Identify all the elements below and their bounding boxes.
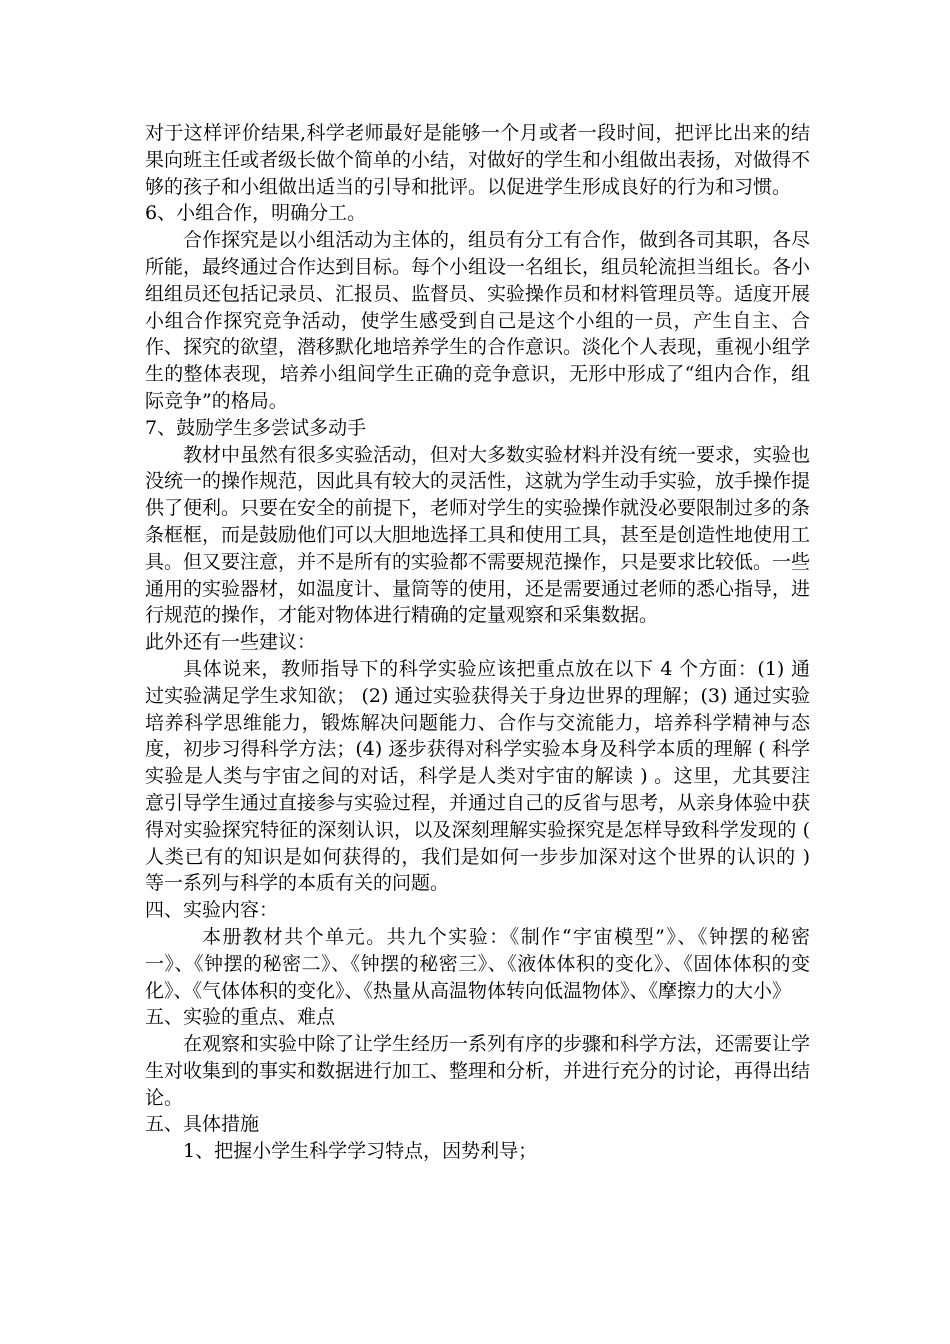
paragraph-suggestions: 具体说来，教师指导下的科学实验应该把重点放在以下 4 个方面：(1) 通过实验满足学生求知欲； (2) 通过实验获得关于身边世界的理解；(3) 通过实验培养科学思维能力，锻炼解决问题能力、合作与交流能力，培养科学精神与态度，初步习得科学方法；(4) 逐步获得对科学实验本身及科学本质的理解 ( 科学实验是人类与宇宙之间的对话，科学是人类对宇宙的解读 ) 。这里，尤其要注意引导学生通过直接参与实验过程，并通过自己的反省与思考，从亲身体验中获得对实验探究特征的深刻认识，以及深刻理解实验探究是怎样导致科学发现的 ( 人类已有的知识是如何获得的，我们是如何一步步加深对这个世界的认识的 ) 等一系列与科学的本质有关的问题。 [145, 657, 811, 895]
document-page [145, 120, 810, 1165]
paragraph-encourage-hands-on: 教材中虽然有很多实验活动，但对大多数实验材料并没有统一要求，实验也没统一的操作规范，因此具有较大的灵活性，这就为学生动手实验，放手操作提供了便利。只要在安全的前提下，老师对学生的实验操作就没必要限制过多的条条框框，而是鼓励他们可以大胆地选择工具和使用工具，甚至是创造性地使用工具。但又要注意，并不是所有的实验都不需要规范操作，只是要求比较低。一些通用的实验器材，如温度计、量筒等的使用，还是需要通过老师的悉心指导，进行规范的操作，才能对物体进行精确的定量观察和采集数据。 [145, 443, 811, 627]
heading-experiment-content: 四、实验内容： [145, 899, 279, 922]
paragraph-specific-measures: 1、把握小学生科学学习特点，因势利导； [183, 1140, 538, 1163]
heading-key-difficult-points: 五、实验的重点、难点 [145, 1006, 336, 1029]
heading-encourage-hands-on: 7、鼓励学生多尝试多动手 [145, 416, 367, 439]
heading-specific-measures: 五、具体措施 [145, 1113, 260, 1136]
paragraph-group-cooperation: 合作探究是以小组活动为主体的，组员有分工有合作，做到各司其职，各尽所能，最终通过合作达到目标。每个小组设一名组长，组员轮流担当组长。各小组组员还包括记录员、汇报员、监督员、实验操作员和材料管理员等。适度开展小组合作探究竞争活动，使学生感受到自己是这个小组的一员，产生自主、合作、探究的欲望，潜移默化地培养学生的合作意识。淡化个人表现，重视小组学生的整体表现，培养小组间学生正确的竞争意识，无形中形成了“组内合作，组际竞争”的格局。 [145, 229, 811, 412]
paragraph-evaluation-summary: 对于这样评价结果,科学老师最好是能够一个月或者一段时间，把评比出来的结果向班主任或者级长做个简单的小结，对做好的学生和小组做出表扬，对做得不够的孩子和小组做出适当的引导和批评。以促进学生形成良好的行为和习惯。 [145, 122, 811, 198]
paragraph-key-difficult-points: 在观察和实验中除了让学生经历一系列有序的步骤和科学方法，还需要让学生对收集到的事实和数据进行加工、整理和分析，并进行充分的讨论，再得出结论。 [145, 1033, 811, 1109]
paragraph-experiment-content: 本册教材共个单元。共九个实验：《制作“宇宙模型”》、《钟摆的秘密一》、《钟摆的秘密二》、《钟摆的秘密三》、《液体体积的变化》、《固体体积的变化》、《气体体积的变化》、《热量从高温物体转向低温物体》、《摩擦力的大小》 [145, 925, 810, 1002]
heading-group-cooperation: 6、小组合作，明确分工。 [145, 202, 367, 225]
heading-suggestions: 此外还有一些建议： [145, 631, 317, 654]
